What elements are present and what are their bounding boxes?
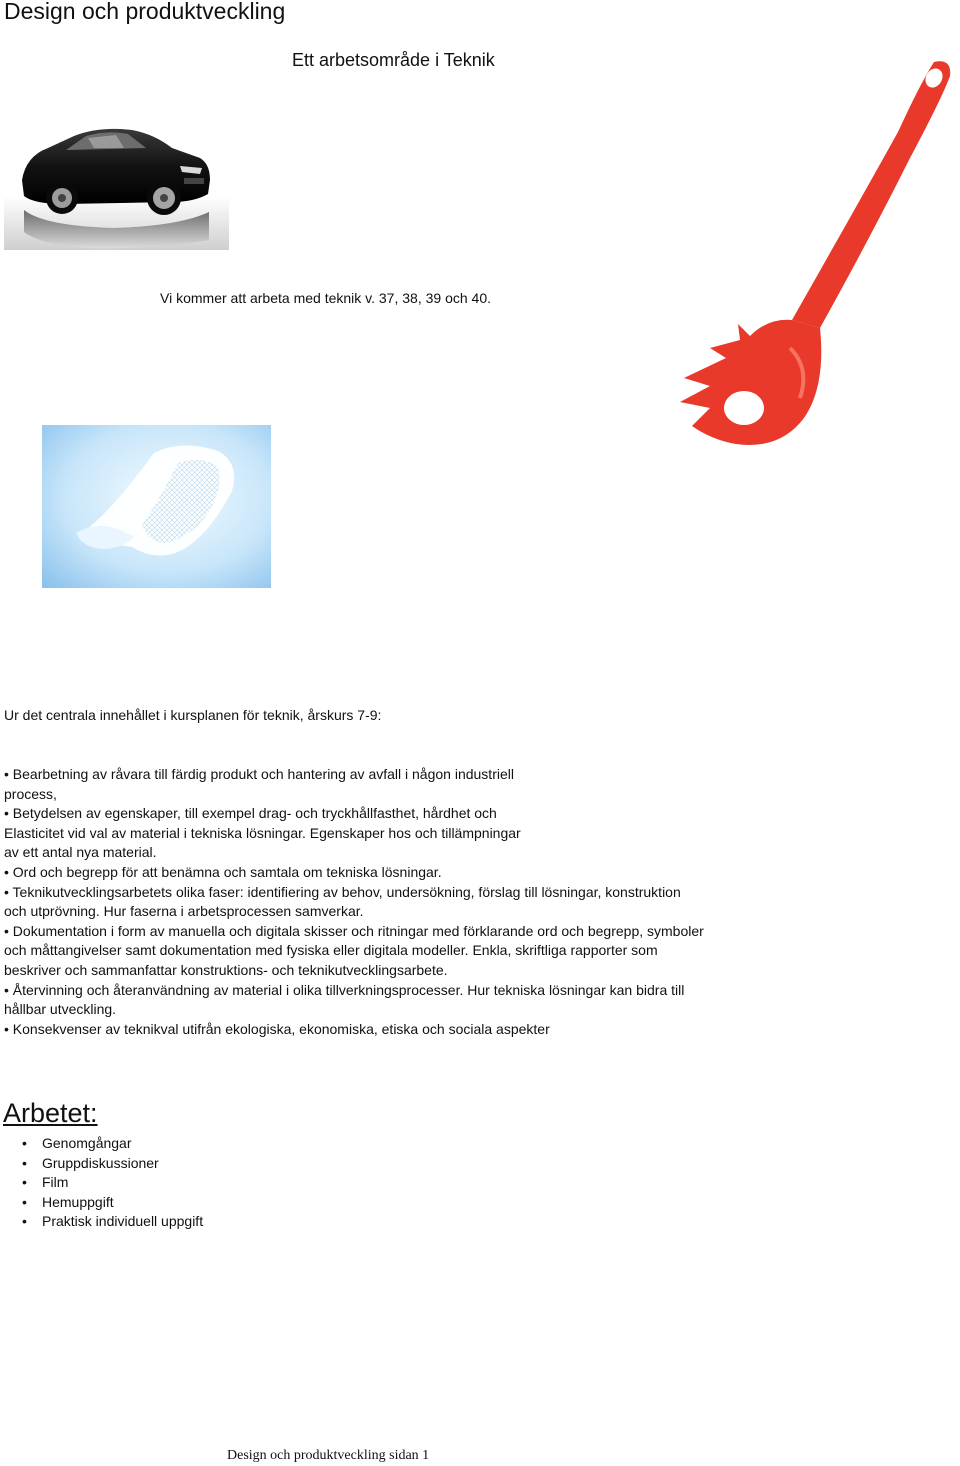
curriculum-line: Elasticitet vid val av material i tekniska lösningar. Egenskaper hos och tillämpningar (4, 824, 521, 841)
bullet-icon: • (22, 1154, 27, 1171)
curriculum-line: • Betydelsen av egenskaper, till exempel drag- och tryckhållfasthet, hårdhet och (4, 805, 497, 822)
curriculum-line: hållbar utveckling. (4, 1001, 117, 1018)
curriculum-line: och utprövning. Hur faserna i arbetsprocessen samverkar. (4, 903, 364, 920)
work-heading: Arbetet: (3, 1098, 98, 1128)
curriculum-line: • Återvinning och återanvändning av material i olika tillverkningsprocesser. Hur tekniska lösningar kan bidra till (4, 981, 685, 998)
curriculum-intro: Ur det centrala innehållet i kursplanen för teknik, årskurs 7-9: (4, 707, 382, 723)
curriculum-line: process, (4, 785, 57, 802)
work-item-label: Film (42, 1174, 69, 1191)
spaghetti-spoon-image (670, 48, 960, 458)
sanitary-pad-image (42, 425, 271, 588)
curriculum-line: av ett antal nya material. (4, 844, 157, 861)
work-item (4, 1212, 203, 1232)
work-list (4, 1134, 203, 1232)
work-item (4, 1173, 203, 1193)
curriculum-list (4, 765, 764, 1039)
curriculum-line: • Bearbetning av råvara till färdig produkt och hantering av avfall i någon industriell (4, 766, 514, 782)
curriculum-line: • Konsekvenser av teknikval utifrån ekologiska, ekonomiska, etiska och sociala aspekter (4, 1020, 550, 1037)
document-subtitle: Ett arbetsområde i Teknik (292, 50, 495, 70)
work-item (4, 1134, 203, 1154)
curriculum-line: och måttangivelser samt dokumentation med fysiska eller digitala modeller. Enkla, skriftliga rapporter som (4, 942, 658, 959)
curriculum-line: • Ord och begrepp för att benämna och samtala om tekniska lösningar. (4, 863, 442, 880)
bullet-icon: • (22, 1213, 27, 1230)
work-item (4, 1193, 203, 1213)
document-title: Design och produktveckling (4, 0, 286, 24)
page-footer: Design och produktveckling sidan 1 (227, 1448, 430, 1463)
work-item-label: Gruppdiskussioner (42, 1154, 159, 1171)
curriculum-line: • Teknikutvecklingsarbetets olika faser: identifiering av behov, undersökning, förslag till lösningar, konstruktion (4, 883, 681, 900)
curriculum-line: beskriver och sammanfattar konstruktions- och teknikutvecklingsarbete. (4, 961, 448, 978)
bullet-icon: • (22, 1135, 27, 1151)
work-item-label: Hemuppgift (42, 1193, 114, 1210)
weeks-note: Vi kommer att arbeta med teknik v. 37, 38, 39 och 40. (160, 290, 491, 306)
work-item (4, 1154, 203, 1174)
curriculum-line: • Dokumentation i form av manuella och digitala skisser och ritningar med förklarande ord och begrepp, symboler (4, 922, 704, 939)
bullet-icon: • (22, 1174, 27, 1191)
bullet-icon: • (22, 1193, 27, 1210)
work-item-label: Genomgångar (42, 1135, 132, 1151)
car-image (4, 108, 229, 250)
work-item-label: Praktisk individuell uppgift (42, 1213, 204, 1230)
